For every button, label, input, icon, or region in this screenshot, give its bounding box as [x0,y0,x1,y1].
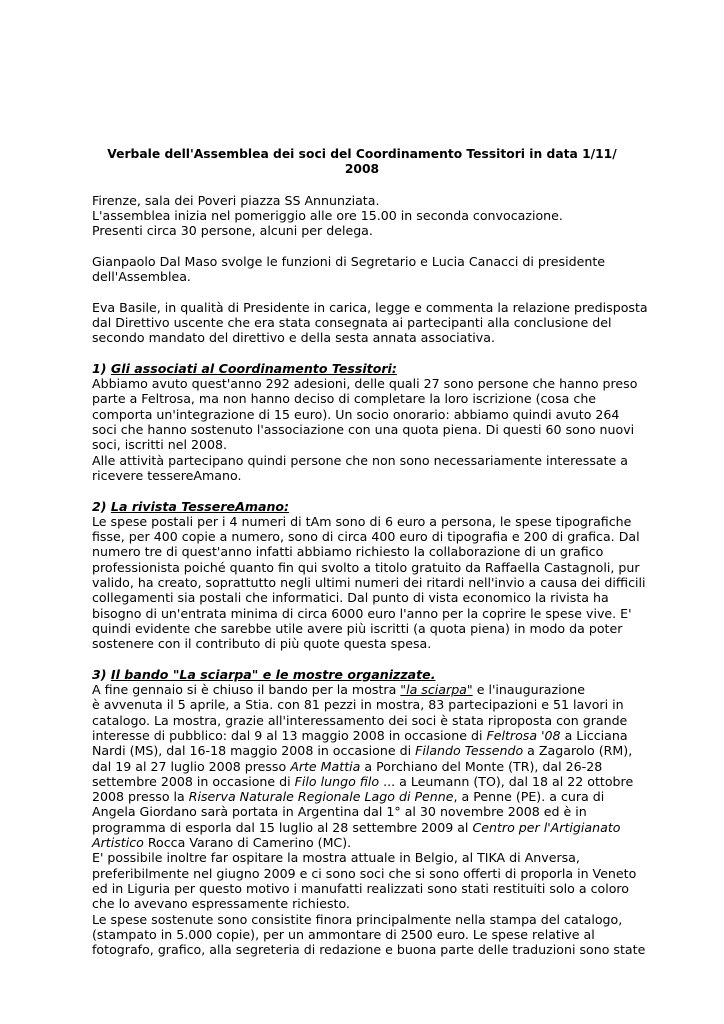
event-name: Riserva Naturale Regionale Lago di Penne [188,789,454,805]
text-run: , a Penne (PE). a cura di [453,789,605,805]
text-run: Rocca Varano di Camerino (MC). [143,835,352,851]
section-line: collegamenti sia postali che informatici. Dal punto di vista economico la rivista ha [92,590,609,606]
section-line: sostenere con il contributo di più quote questa spesa. [92,636,432,652]
section-line: bisogno di un'entrata minima di circa 6000 euro l'anno per la coprire le spese vive. E' [92,605,632,621]
event-name: Filando Tessendo [415,743,524,759]
section-heading [92,361,632,376]
report-line: dal Direttivo uscente che era stata consegnata ai partecipanti alla conclusione del [92,314,612,330]
roles-line: Gianpaolo Dal Maso svolge le funzioni di Segretario e Lucia Canacci di presidente [92,253,606,269]
section-line: parte a Feltrosa, ma non hanno deciso di completare la loro iscrizione (cosa che [92,391,597,407]
title-text: Verbale dell'Assemblea dei soci del Coordinamento Tessitori in data 1/11/ 2008 [107,147,617,177]
section-line: Alle attività partecipano quindi persone che non sono necessariamente interessate a [92,452,629,468]
text-run: 2008 presso la [92,789,189,805]
section-line: ed in Liguria per questo motivo i manufatti realizzati sono stati restituiti solo a coloro [92,880,630,896]
event-name: Arte Mattia [290,758,361,774]
event-name: Filo lungo filo [294,773,380,789]
exhibition-name: "la sciarpa" [400,682,473,698]
section-line: preferibilmente nel giugno 2009 e ci sono soci che si sono offerti di proporla in Veneto [92,865,637,881]
section-line: Le spese postali per i 4 numeri di tAm sono di 6 euro a persona, le spese tipografiche [92,513,632,529]
section-line: numero tre di quest'anno infatti abbiamo richiesto la collaborazione di un grafico [92,544,604,560]
text-run: a Licciana [560,727,628,743]
text-run: dal 19 al 27 luglio 2008 presso [92,758,291,774]
report-paragraph [92,299,648,346]
section-line [92,774,632,789]
section-bando [92,666,646,958]
section-line [92,728,632,743]
section-line: ricevere tessereAmano. [92,467,242,483]
roles-line: dell'Assemblea. [92,269,191,285]
section-title: La rivista TessereAmano: [110,498,290,514]
section-line: E' possibile inoltre far ospitare la mostra attuale in Belgio, al TIKA di Anversa, [92,850,580,866]
intro-line: Presenti circa 30 persone, alcuni per delega. [92,223,373,239]
roles-paragraph [92,254,632,285]
section-line [92,835,632,850]
section-title: Il bando "La sciarpa" e le mostre organizzate. [110,666,436,682]
section-line: professionista poiché quanto fin qui svolto a titolo gratuito da Raffaella Castagnoli, pur [92,559,640,575]
section-heading [92,667,632,682]
section-line: Le spese sostenute sono consistite finora principalmente nella stampa del catalogo, [92,911,623,927]
section-line [92,789,632,804]
section-line: Abbiamo avuto quest'anno 292 adesioni, delle quali 27 sono persone che hanno preso [92,376,638,392]
section-line: Angela Giordano sarà portata in Argentina dal 1° al 30 novembre 2008 ed è in [92,804,587,820]
section-title: Gli associati al Coordinamento Tessitori: [110,360,397,376]
event-name: Artistico [92,835,144,851]
section-line: comporta un'integrazione di 15 euro). Un socio onorario: abbiamo quindi avuto 264 [92,406,620,422]
section-line: quindi evidente che sarebbe utile avere più iscritti (a quota piena) in modo da poter [92,620,623,636]
section-number: 2) [92,498,107,514]
event-name: Centro per l'Artigianato [472,819,621,835]
text-run: interesse di pubblico: dal 9 al 13 maggio 2008 in occasione di [92,727,487,743]
section-line: fotografo, grafico, alla segreteria di redazione e buona parte delle traduzioni sono state [92,942,646,958]
section-line: catalogo. La mostra, grazie all'interessamento dei soci è stata riproposta con grande [92,712,628,728]
text-run: Nardi (MS), dal 16-18 maggio 2008 in occasione di [92,743,416,759]
text-run: e l'inaugurazione [472,682,586,698]
report-line: secondo mandato del direttivo e della sesta annata associativa. [92,330,495,346]
section-line: fisse, per 400 copie a numero, sono di circa 400 euro di tipografia e 200 di grafica. Dal [92,529,640,545]
section-line [92,820,632,835]
section-heading [92,499,632,514]
section-line: che lo avevano espressamente richiesto. [92,896,350,912]
text-run: a Zagarolo (RM), [523,743,633,759]
intro-line: L'assemblea inizia nel pomeriggio alle ore 15.00 in seconda convocazione. [92,207,563,223]
section-line: è avvenuta il 5 aprile, a Stia. con 81 pezzi in mostra, 83 partecipazioni e 51 lavori in [92,697,624,713]
section-line [92,759,632,774]
text-run: programma di esporla dal 15 luglio al 28 settembre 2009 al [92,819,473,835]
section-rivista [92,498,646,652]
section-line: valido, ha creato, soprattutto negli ultimi numeri dei ritardi nell'invio a causa dei difficili [92,575,646,591]
report-line: Eva Basile, in qualità di Presidente in carica, legge e commenta la relazione predisposta [92,299,648,315]
text-run: settembre 2008 in occasione di [92,773,295,789]
text-run: A fine gennaio si è chiuso il bando per la mostra [92,682,401,698]
intro-line: Firenze, sala dei Poveri piazza SS Annunziata. [92,192,380,208]
section-number: 1) [92,360,107,376]
section-line [92,682,632,697]
section-number: 3) [92,666,107,682]
text-run: a Porchiano del Monte (TR), dal 26-28 [360,758,603,774]
section-line: soci, iscritti nel 2008. [92,437,228,453]
section-line: soci che hanno sostenuto l'associazione con una quota piena. Di questi 60 sono nuovi [92,422,635,438]
event-name: Feltrosa '08 [486,727,561,743]
document-title [92,147,632,178]
section-line [92,743,632,758]
section-associati [92,360,638,483]
section-line: (stampato in 5.000 copie), per un ammontare di 2500 euro. Le spese relative al [92,926,595,942]
text-run: ... a Leumann (TO), dal 18 al 22 ottobre [379,773,634,789]
intro-paragraph [92,193,632,239]
